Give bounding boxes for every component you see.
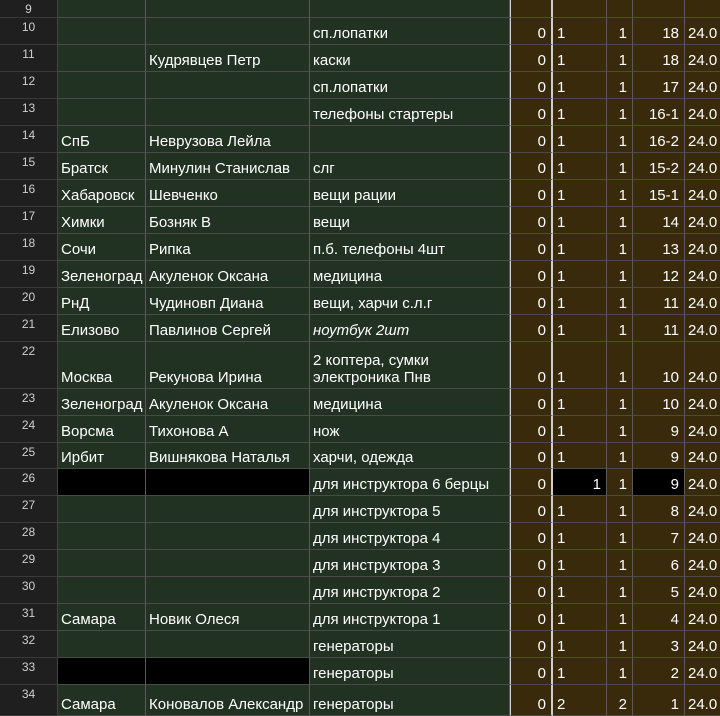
- cell-name[interactable]: [146, 523, 310, 550]
- table-row: [0, 658, 720, 685]
- cell-item[interactable]: генераторы: [310, 631, 510, 658]
- cell-name[interactable]: Павлинов Сергей: [146, 315, 310, 342]
- cell-city[interactable]: [58, 18, 146, 45]
- cell-a[interactable]: 0: [510, 315, 553, 342]
- cell-b[interactable]: 1: [553, 496, 607, 523]
- cell-e[interactable]: 24.0: [685, 416, 720, 443]
- cell-city[interactable]: [58, 658, 146, 685]
- cell-b[interactable]: 1: [553, 234, 607, 261]
- cell-a[interactable]: 0: [510, 261, 553, 288]
- table-row: [0, 550, 720, 577]
- cell-d[interactable]: 9: [633, 469, 685, 496]
- cell-item[interactable]: сп.лопатки: [310, 72, 510, 99]
- cell-a[interactable]: 0: [510, 207, 553, 234]
- cell-c[interactable]: [607, 0, 633, 18]
- table-row: [0, 0, 720, 18]
- cell-a[interactable]: 0: [510, 126, 553, 153]
- cell-city[interactable]: [58, 523, 146, 550]
- cell-name[interactable]: Новик Олеся: [146, 604, 310, 631]
- cell-c[interactable]: 1: [607, 261, 633, 288]
- cell-name[interactable]: [146, 0, 310, 18]
- table-row: [0, 315, 720, 342]
- cell-c[interactable]: 2: [607, 685, 633, 716]
- table-row: [0, 153, 720, 180]
- row-header[interactable]: 25: [0, 443, 58, 469]
- cell-a[interactable]: 0: [510, 685, 553, 716]
- cell-city[interactable]: Сочи: [58, 234, 146, 261]
- cell-c[interactable]: 1: [607, 496, 633, 523]
- cell-item[interactable]: для инструктора 2: [310, 577, 510, 604]
- cell-item[interactable]: вещи: [310, 207, 510, 234]
- cell-b[interactable]: 1: [553, 99, 607, 126]
- row-header[interactable]: 34: [0, 685, 58, 716]
- row-header[interactable]: 26: [0, 469, 58, 496]
- cell-c[interactable]: 1: [607, 342, 633, 389]
- cell-d[interactable]: 15-2: [633, 153, 685, 180]
- cell-item[interactable]: генераторы: [310, 658, 510, 685]
- cell-e[interactable]: 24.0: [685, 126, 720, 153]
- cell-item[interactable]: слг: [310, 153, 510, 180]
- row-header[interactable]: 33: [0, 658, 58, 685]
- cell-name[interactable]: Рекунова Ирина: [146, 342, 310, 389]
- cell-city[interactable]: Самара: [58, 685, 146, 716]
- cell-name[interactable]: Вишнякова Наталья: [146, 443, 310, 469]
- row-header[interactable]: 17: [0, 207, 58, 234]
- cell-city[interactable]: СпБ: [58, 126, 146, 153]
- cell-c[interactable]: 1: [607, 18, 633, 45]
- cell-c[interactable]: 1: [607, 577, 633, 604]
- cell-a[interactable]: 0: [510, 45, 553, 72]
- cell-e[interactable]: 24.0: [685, 180, 720, 207]
- cell-d[interactable]: 12: [633, 261, 685, 288]
- cell-d[interactable]: [633, 0, 685, 18]
- table-row: [0, 261, 720, 288]
- cell-e[interactable]: 24.0: [685, 389, 720, 416]
- row-header[interactable]: 11: [0, 45, 58, 72]
- row-header[interactable]: 18: [0, 234, 58, 261]
- cell-b[interactable]: 1: [553, 18, 607, 45]
- row-header[interactable]: 13: [0, 99, 58, 126]
- cell-item[interactable]: для инструктора 4: [310, 523, 510, 550]
- table-row: [0, 416, 720, 443]
- row-header[interactable]: 24: [0, 416, 58, 443]
- cell-item[interactable]: сп.лопатки: [310, 18, 510, 45]
- cell-d[interactable]: 7: [633, 523, 685, 550]
- cell-city[interactable]: Зеленоград: [58, 261, 146, 288]
- cell-e[interactable]: 24.0: [685, 18, 720, 45]
- cell-e[interactable]: 24.0: [685, 550, 720, 577]
- cell-a[interactable]: 0: [510, 234, 553, 261]
- cell-city[interactable]: [58, 496, 146, 523]
- cell-item[interactable]: вещи, харчи с.л.г: [310, 288, 510, 315]
- cell-c[interactable]: 1: [607, 207, 633, 234]
- cell-item[interactable]: ноутбук 2шт: [310, 315, 510, 342]
- cell-city[interactable]: [58, 45, 146, 72]
- cell-city[interactable]: Ирбит: [58, 443, 146, 469]
- cell-city[interactable]: [58, 550, 146, 577]
- table-row: [0, 72, 720, 99]
- cell-d[interactable]: 18: [633, 18, 685, 45]
- cell-e[interactable]: 24.0: [685, 72, 720, 99]
- cell-b[interactable]: 1: [553, 416, 607, 443]
- cell-city[interactable]: РнД: [58, 288, 146, 315]
- table-row: [0, 45, 720, 72]
- row-header[interactable]: 27: [0, 496, 58, 523]
- cell-c[interactable]: 1: [607, 315, 633, 342]
- cell-d[interactable]: 2: [633, 658, 685, 685]
- row-header[interactable]: 29: [0, 550, 58, 577]
- cell-city[interactable]: [58, 469, 146, 496]
- cell-city[interactable]: Зеленоград: [58, 389, 146, 416]
- cell-name[interactable]: Тихонова А: [146, 416, 310, 443]
- cell-e[interactable]: 24.0: [685, 469, 720, 496]
- table-row: [0, 342, 720, 389]
- cell-item[interactable]: каски: [310, 45, 510, 72]
- cell-e[interactable]: 24.0: [685, 261, 720, 288]
- cell-e[interactable]: 24.0: [685, 685, 720, 716]
- row-header[interactable]: 19: [0, 261, 58, 288]
- cell-name[interactable]: Чудиновп Диана: [146, 288, 310, 315]
- cell-e[interactable]: 24.0: [685, 658, 720, 685]
- cell-a[interactable]: 0: [510, 658, 553, 685]
- row-header[interactable]: 14: [0, 126, 58, 153]
- cell-b[interactable]: 1: [553, 207, 607, 234]
- cell-c[interactable]: 1: [607, 523, 633, 550]
- row-header[interactable]: 23: [0, 389, 58, 416]
- cell-d[interactable]: 11: [633, 315, 685, 342]
- cell-d[interactable]: 17: [633, 72, 685, 99]
- cell-city[interactable]: [58, 99, 146, 126]
- cell-d[interactable]: 5: [633, 577, 685, 604]
- cell-d[interactable]: 13: [633, 234, 685, 261]
- cell-item[interactable]: [310, 0, 510, 18]
- cell-b[interactable]: 1: [553, 658, 607, 685]
- cell-item[interactable]: для инструктора 1: [310, 604, 510, 631]
- table-row: [0, 389, 720, 416]
- cell-b[interactable]: 1: [553, 45, 607, 72]
- cell-c[interactable]: 1: [607, 443, 633, 469]
- cell-a[interactable]: 0: [510, 523, 553, 550]
- cell-name[interactable]: [146, 577, 310, 604]
- cell-b[interactable]: 1: [553, 523, 607, 550]
- cell-a[interactable]: 0: [510, 577, 553, 604]
- cell-city[interactable]: Самара: [58, 604, 146, 631]
- table-row: [0, 99, 720, 126]
- cell-e[interactable]: 24.0: [685, 631, 720, 658]
- cell-item[interactable]: для инструктора 5: [310, 496, 510, 523]
- cell-c[interactable]: 1: [607, 604, 633, 631]
- cell-e[interactable]: 24.0: [685, 443, 720, 469]
- cell-b[interactable]: 1: [553, 180, 607, 207]
- cell-e[interactable]: 24.0: [685, 496, 720, 523]
- cell-a[interactable]: 0: [510, 153, 553, 180]
- cell-c[interactable]: 1: [607, 658, 633, 685]
- row-header[interactable]: 22: [0, 342, 58, 389]
- cell-d[interactable]: 11: [633, 288, 685, 315]
- cell-item[interactable]: нож: [310, 416, 510, 443]
- cell-a[interactable]: 0: [510, 18, 553, 45]
- cell-b[interactable]: 1: [553, 631, 607, 658]
- cell-name[interactable]: Шевченко: [146, 180, 310, 207]
- cell-name[interactable]: [146, 496, 310, 523]
- row-header[interactable]: 15: [0, 153, 58, 180]
- cell-name[interactable]: [146, 469, 310, 496]
- cell-c[interactable]: 1: [607, 631, 633, 658]
- row-header[interactable]: 30: [0, 577, 58, 604]
- cell-e[interactable]: 24.0: [685, 99, 720, 126]
- cell-c[interactable]: 1: [607, 99, 633, 126]
- cell-d[interactable]: 14: [633, 207, 685, 234]
- cell-city[interactable]: [58, 577, 146, 604]
- cell-b[interactable]: 2: [553, 685, 607, 716]
- cell-item[interactable]: для инструктора 6 берцы: [310, 469, 510, 496]
- cell-a[interactable]: 0: [510, 550, 553, 577]
- cell-item[interactable]: 2 коптера, сумки электроника Пнв: [310, 342, 510, 389]
- row-header[interactable]: 21: [0, 315, 58, 342]
- cell-name[interactable]: [146, 658, 310, 685]
- cell-a[interactable]: 0: [510, 288, 553, 315]
- table-row: [0, 18, 720, 45]
- cell-a[interactable]: 0: [510, 99, 553, 126]
- cell-e[interactable]: 24.0: [685, 577, 720, 604]
- cell-c[interactable]: 1: [607, 126, 633, 153]
- cell-c[interactable]: 1: [607, 469, 633, 496]
- cell-b[interactable]: 1: [553, 342, 607, 389]
- cell-e[interactable]: 24.0: [685, 342, 720, 389]
- cell-d[interactable]: 16-2: [633, 126, 685, 153]
- cell-e[interactable]: 24.0: [685, 523, 720, 550]
- cell-b[interactable]: 1: [553, 261, 607, 288]
- cell-c[interactable]: 1: [607, 416, 633, 443]
- row-header[interactable]: 32: [0, 631, 58, 658]
- cell-c[interactable]: 1: [607, 153, 633, 180]
- cell-a[interactable]: 0: [510, 389, 553, 416]
- table-row: [0, 234, 720, 261]
- cell-c[interactable]: 1: [607, 389, 633, 416]
- cell-e[interactable]: 24.0: [685, 604, 720, 631]
- cell-d[interactable]: 3: [633, 631, 685, 658]
- cell-b[interactable]: 1: [553, 126, 607, 153]
- cell-b[interactable]: [553, 0, 607, 18]
- cell-name[interactable]: [146, 72, 310, 99]
- cell-a[interactable]: 0: [510, 342, 553, 389]
- cell-b[interactable]: 1: [553, 443, 607, 469]
- cell-city[interactable]: [58, 0, 146, 18]
- cell-a[interactable]: 0: [510, 180, 553, 207]
- cell-e[interactable]: 24.0: [685, 207, 720, 234]
- cell-a[interactable]: 0: [510, 72, 553, 99]
- cell-a[interactable]: [510, 0, 553, 18]
- cell-city[interactable]: Елизово: [58, 315, 146, 342]
- cell-city[interactable]: Москва: [58, 342, 146, 389]
- cell-item[interactable]: генераторы: [310, 685, 510, 716]
- cell-item[interactable]: медицина: [310, 389, 510, 416]
- cell-b[interactable]: 1: [553, 469, 607, 496]
- table-row: [0, 685, 720, 716]
- table-row: [0, 126, 720, 153]
- cell-name[interactable]: Рипка: [146, 234, 310, 261]
- cell-e[interactable]: 24.0: [685, 315, 720, 342]
- table-row: [0, 631, 720, 658]
- cell-city[interactable]: [58, 631, 146, 658]
- table-row: [0, 443, 720, 469]
- table-row: [0, 523, 720, 550]
- cell-b[interactable]: 1: [553, 153, 607, 180]
- cell-d[interactable]: 16-1: [633, 99, 685, 126]
- cell-d[interactable]: 1: [633, 685, 685, 716]
- cell-name[interactable]: Кудрявцев Петр: [146, 45, 310, 72]
- cell-b[interactable]: 1: [553, 72, 607, 99]
- cell-city[interactable]: [58, 72, 146, 99]
- cell-c[interactable]: 1: [607, 550, 633, 577]
- cell-c[interactable]: 1: [607, 234, 633, 261]
- cell-d[interactable]: 15-1: [633, 180, 685, 207]
- cell-b[interactable]: 1: [553, 577, 607, 604]
- cell-c[interactable]: 1: [607, 180, 633, 207]
- cell-c[interactable]: 1: [607, 72, 633, 99]
- cell-name[interactable]: [146, 631, 310, 658]
- table-row: [0, 207, 720, 234]
- cell-d[interactable]: 18: [633, 45, 685, 72]
- cell-name[interactable]: Акуленок Оксана: [146, 389, 310, 416]
- table-row: [0, 180, 720, 207]
- cell-item[interactable]: вещи рации: [310, 180, 510, 207]
- cell-city[interactable]: Химки: [58, 207, 146, 234]
- cell-name[interactable]: Коновалов Александр: [146, 685, 310, 716]
- cell-a[interactable]: 0: [510, 443, 553, 469]
- row-header[interactable]: 12: [0, 72, 58, 99]
- cell-item[interactable]: харчи, одежда: [310, 443, 510, 469]
- cell-e[interactable]: 24.0: [685, 153, 720, 180]
- cell-d[interactable]: 8: [633, 496, 685, 523]
- row-header[interactable]: 31: [0, 604, 58, 631]
- cell-a[interactable]: 0: [510, 604, 553, 631]
- cell-name[interactable]: Бозняк В: [146, 207, 310, 234]
- cell-name[interactable]: [146, 99, 310, 126]
- cell-c[interactable]: 1: [607, 288, 633, 315]
- cell-city[interactable]: Братск: [58, 153, 146, 180]
- row-header[interactable]: 9: [0, 0, 58, 18]
- cell-item[interactable]: для инструктора 3: [310, 550, 510, 577]
- cell-b[interactable]: 1: [553, 389, 607, 416]
- cell-item[interactable]: [310, 126, 510, 153]
- cell-city[interactable]: Ворсма: [58, 416, 146, 443]
- cell-item[interactable]: медицина: [310, 261, 510, 288]
- cell-d[interactable]: 9: [633, 443, 685, 469]
- cell-d[interactable]: 6: [633, 550, 685, 577]
- cell-a[interactable]: 0: [510, 631, 553, 658]
- cell-e[interactable]: [685, 0, 720, 18]
- cell-d[interactable]: 4: [633, 604, 685, 631]
- cell-b[interactable]: 1: [553, 288, 607, 315]
- table-row: [0, 288, 720, 315]
- cell-e[interactable]: 24.0: [685, 45, 720, 72]
- table-row: [0, 577, 720, 604]
- cell-item[interactable]: п.б. телефоны 4шт: [310, 234, 510, 261]
- cell-e[interactable]: 24.0: [685, 288, 720, 315]
- cell-a[interactable]: 0: [510, 416, 553, 443]
- row-header[interactable]: 16: [0, 180, 58, 207]
- table-row: [0, 496, 720, 523]
- cell-name[interactable]: Неврузова Лейла: [146, 126, 310, 153]
- cell-name[interactable]: Минулин Станислав: [146, 153, 310, 180]
- cell-a[interactable]: 0: [510, 469, 553, 496]
- cell-a[interactable]: 0: [510, 496, 553, 523]
- cell-b[interactable]: 1: [553, 550, 607, 577]
- row-header[interactable]: 28: [0, 523, 58, 550]
- row-header[interactable]: 20: [0, 288, 58, 315]
- cell-c[interactable]: 1: [607, 45, 633, 72]
- cell-b[interactable]: 1: [553, 315, 607, 342]
- cell-e[interactable]: 24.0: [685, 234, 720, 261]
- cell-name[interactable]: [146, 18, 310, 45]
- cell-d[interactable]: 10: [633, 342, 685, 389]
- cell-b[interactable]: 1: [553, 604, 607, 631]
- cell-d[interactable]: 9: [633, 416, 685, 443]
- table-row: [0, 604, 720, 631]
- row-header[interactable]: 10: [0, 18, 58, 45]
- cell-city[interactable]: Хабаровск: [58, 180, 146, 207]
- cell-d[interactable]: 10: [633, 389, 685, 416]
- cell-name[interactable]: Акуленок Оксана: [146, 261, 310, 288]
- cell-item[interactable]: телефоны стартеры: [310, 99, 510, 126]
- table-row: [0, 469, 720, 496]
- cell-name[interactable]: [146, 550, 310, 577]
